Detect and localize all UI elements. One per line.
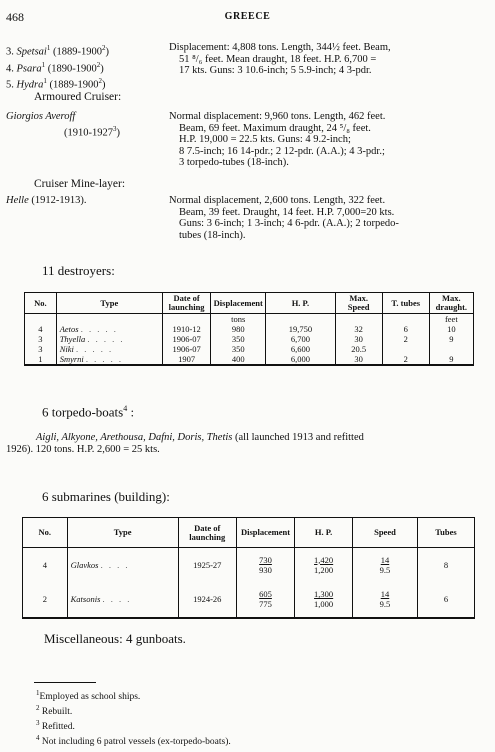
submarines-heading: 6 submarines (building): <box>42 489 170 504</box>
units-row: tons feet <box>25 314 474 325</box>
averoff-entry: Giorgios Averoff (1910-1927$^3$) <box>6 111 120 139</box>
battleships-description <box>169 42 489 77</box>
miscellaneous-line: Miscellaneous: 4 gunboats. <box>44 631 186 646</box>
table-row: 3 Thyella . . . . . 1906-07 350 6,700 30 2 9 <box>25 334 474 344</box>
footnote: $^3$ Refitted. <box>36 719 75 733</box>
footnote-rule <box>34 682 96 683</box>
minelayer-heading: Cruiser Mine-layer: <box>34 178 126 190</box>
table-row: 3 Niki . . . . . 1906-07 350 6,600 20.5 <box>25 344 474 354</box>
page-title: GREECE <box>224 11 271 22</box>
footnote: $^2$ Rebuilt. <box>36 704 73 718</box>
ship-entry: 3. Spetsai$^1$ (1889-1900$^2$) <box>6 44 109 58</box>
helle-entry: Helle (1912-1913). <box>6 195 87 206</box>
torpedo-boats-text: Aigli, Alkyone, Arethousa, Dafni, Doris, Thetis (all launched 1913 and refitted 1926). 120 tons. H.P. 2,600 = 25 kts. <box>6 432 364 455</box>
desc-line: Displacement: 4,808 tons. Length, 344½ feet. Beam, <box>169 42 391 53</box>
submarines-table <box>22 517 475 619</box>
table-row: 1 Smyrni . . . . . 1907 400 6,000 30 2 9 <box>25 354 474 365</box>
page-number: 468 <box>6 10 24 24</box>
table-row: 4 Aetos . . . . . 1910-12 980 19,750 32 6 10 <box>25 324 474 334</box>
table-header-row: No. Type Date of launching Displacement H. P. Max. Speed T. tubes Max. draught. <box>25 293 474 314</box>
destroyers-heading: 11 destroyers: <box>42 263 115 278</box>
ship-entry: 4. Psara$^1$ (1890-1900$^2$) <box>6 60 104 74</box>
armoured-cruiser-heading: Armoured Cruiser: <box>34 91 122 103</box>
ship-entry: 5. Hydra$^1$ (1889-1900$^2$) <box>6 77 106 91</box>
footnotes <box>36 688 231 749</box>
ship-list-battleships <box>6 42 109 92</box>
averoff-description: Normal displacement: 9,960 tons. Length, 462 feet. Beam, 69 feet. Maximum draught, 24 ⁵/₈ feet. H.P. 19,000 = 22.5 kts. Guns: 4 9.2-inch; 8 7.5-inch; 16 14-pdr.; 2 12-pdr. (A.A.); 4 3-pdr.; 3 torpedo-tubes (18-inch). <box>169 111 386 168</box>
footnote: $^1$Employed as school ships. <box>36 689 141 703</box>
footnote: $^4$ Not including 6 patrol vessels (ex-torpedo-boats). <box>36 734 231 748</box>
table-header-row: No. Type Date of launching Displacement H. P. Speed Tubes <box>23 518 475 548</box>
helle-description: Normal displacement, 2,600 tons. Length, 322 feet. Beam, 39 feet. Draught, 14 feet. H.P. 7,000=20 kts. Guns: 3 6-inch; 1 3-inch; 4 6-pdr. (A.A.); 2 torpedo- tubes (18-inch). <box>169 195 399 241</box>
table-row: 4 Glavkos . . . . 1925-27 730 930 1,420 1,200 14 9.5 8 <box>23 548 475 582</box>
desc-line: 17 kts. Guns: 3 10.6-inch; 5 5.9-inch; 4 3-pdr. <box>179 65 372 76</box>
table-row: 2 Katsonis . . . . 1924-26 605 775 1,300 1,000 14 9.5 6 <box>23 582 475 618</box>
desc-line: 51 ⁸/₆ feet. Mean draught, 18 feet. H.P. 6,700 = <box>179 53 377 65</box>
destroyers-table <box>24 292 474 366</box>
torpedo-boats-heading: 6 torpedo-boats$^4$ : <box>42 404 135 420</box>
